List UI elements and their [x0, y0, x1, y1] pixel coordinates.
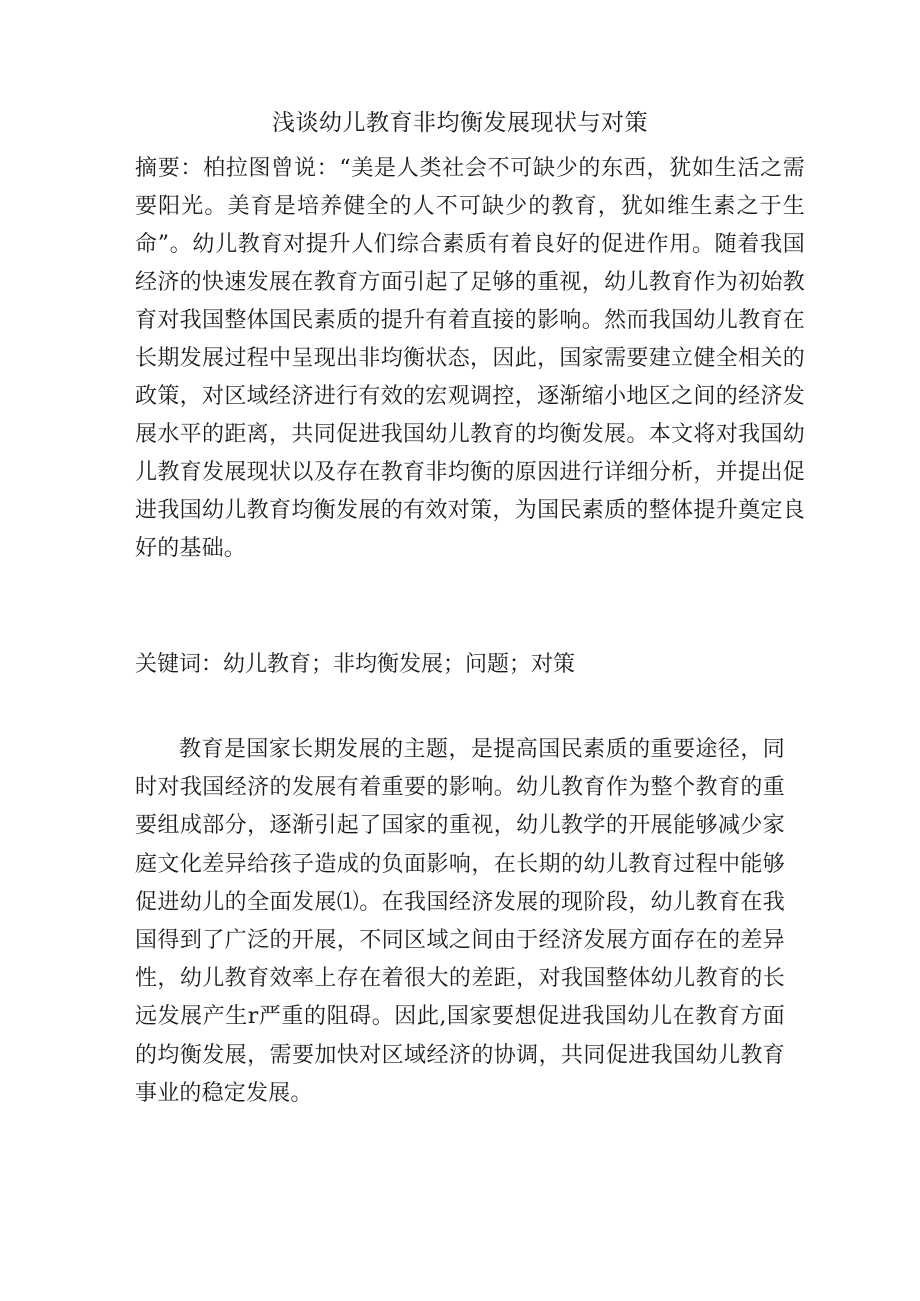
document-title: 浅谈幼儿教育非均衡发展现状与对策	[272, 110, 648, 136]
abstract-text: 柏拉图曾说：“美是人类社会不可缺少的东西，犹如生活之需要阳光。美育是培养健全的人不可缺少的教育，犹如维生素之于生命”。幼儿教育对提升人们综合素质有着良好的促进作用。随着我国经济的快速发展在教育方面引起了足够的重视，幼儿教育作为初始教育对我国整体国民素质的提升有着直接的影响。然而我国幼儿教育在长期发展过程中呈现出非均衡状态，因此，国家需要建立健全相关的政策，对区域经济进行有效的宏观调控，逐渐缩小地区之间的经济发展水平的距离，共同促进我国幼儿教育的均衡发展。本文将对我国幼儿教育发展现状以及存在教育非均衡的原因进行详细分析，并提出促进我国幼儿教育均衡发展的有效对策，为国民素质的整体提升奠定良好的基础。	[135, 156, 805, 561]
body-paragraph: 教育是国家长期发展的主题，是提高国民素质的重要途径，同时对我国经济的发展有着重要的影响。幼儿教育作为整个教育的重要组成部分，逐渐引起了国家的重视，幼儿教学的开展能够减少家庭文化差异给孩子造成的负面影响，在长期的幼儿教育过程中能够促进幼儿的全面发展⑴。在我国经济发展的现阶段，幼儿教育在我国得到了广泛的开展，不同区域之间由于经济发展方面存在的差异性，幼儿教育效率上存在着很大的差距，对我国整体幼儿教育的长远发展产生r严重的阻碍。因此,国家要想促进我国幼儿在教育方面的均衡发展，需要加快对区域经济的协调，共同促进我国幼儿教育事业的稳定发展。	[135, 737, 785, 1106]
abstract-label: 摘要：	[135, 156, 204, 181]
abstract-section	[135, 150, 805, 568]
keywords-line: 关键词：幼儿教育；非均衡发展；问题；对策	[135, 652, 576, 677]
